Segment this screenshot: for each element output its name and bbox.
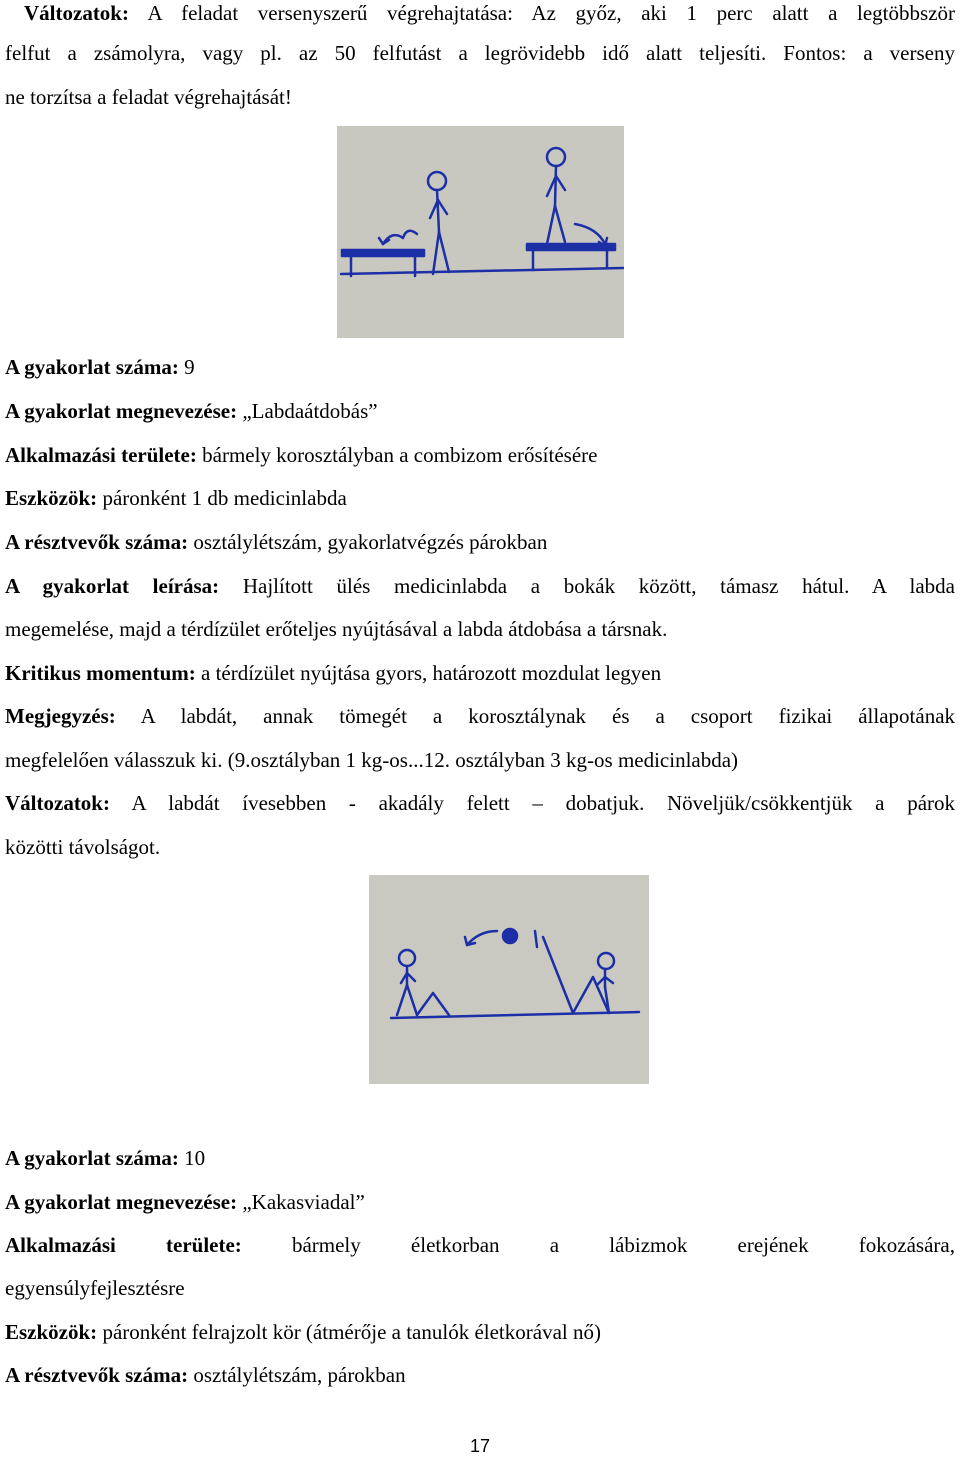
ex9-tools: Eszközök: páronként 1 db medicinlabda: [5, 486, 347, 510]
ex10-number: A gyakorlat száma: 10: [5, 1146, 206, 1170]
ex9-critical: Kritikus momentum: a térdízület nyújtása gyors, határozott mozdulat legyen: [5, 661, 662, 685]
ex10-name: A gyakorlat megnevezése: „Kakasviadal”: [5, 1190, 365, 1214]
ex9-number: A gyakorlat száma: 9: [5, 355, 195, 379]
page-number: 17: [469, 1436, 491, 1456]
variations-label: Változatok:: [24, 1, 129, 25]
ex9-name: A gyakorlat megnevezése: „Labdaátdobás”: [5, 399, 378, 423]
ex10-area-line-1: Alkalmazási területe: bármely életkorban a lábizmok erejének fokozására,: [5, 1233, 955, 1257]
ex9-note-line-1: Megjegyzés: A labdát, annak tömegét a korosztálynak és a csoport fizikai állapotának: [5, 704, 956, 728]
bench-step-illustration: [337, 126, 624, 338]
ex9-variations-line-1: Változatok: A labdát ívesebben - akadály felett – dobatjuk. Növeljük/csökkentjük a párok: [5, 791, 956, 815]
variations-line-2: felfut a zsámolyra, vagy pl. az 50 felfutást a legrövidebb idő alatt teljesíti. Fontos: a verseny: [5, 41, 955, 65]
ex9-description-line-1: A gyakorlat leírása: Hajlított ülés medicinlabda a bokák között, támasz hátul. A labda: [5, 574, 956, 598]
ex9-area: Alkalmazási területe: bármely korosztályban a combizom erősítésére: [5, 443, 598, 467]
ex9-description-line-2: megemelése, majd a térdízület erőteljes nyújtásával a labda átdobása a társnak.: [5, 617, 668, 641]
ex10-tools: Eszközök: páronként felrajzolt kör (átmérője a tanulók életkorával nő): [5, 1320, 601, 1344]
ex10-area-line-2: egyensúlyfejlesztésre: [5, 1276, 185, 1300]
ball-throw-illustration: [369, 875, 649, 1084]
ex9-note-line-2: megfelelően válasszuk ki. (9.osztályban 1 kg-os...12. osztályban 3 kg-os medicinlabda): [5, 748, 739, 772]
ex9-variations-line-2: közötti távolságot.: [5, 835, 161, 859]
ex9-participants: A résztvevők száma: osztálylétszám, gyakorlatvégzés párokban: [5, 530, 548, 554]
ex10-participants: A résztvevők száma: osztálylétszám, párokban: [5, 1363, 406, 1387]
variations-line-1: Változatok: A feladat versenyszerű végrehajtatása: Az győz, aki 1 perc alatt a legtöbbször: [24, 1, 956, 25]
variations-line-3: ne torzítsa a feladat végrehajtását!: [5, 85, 292, 109]
